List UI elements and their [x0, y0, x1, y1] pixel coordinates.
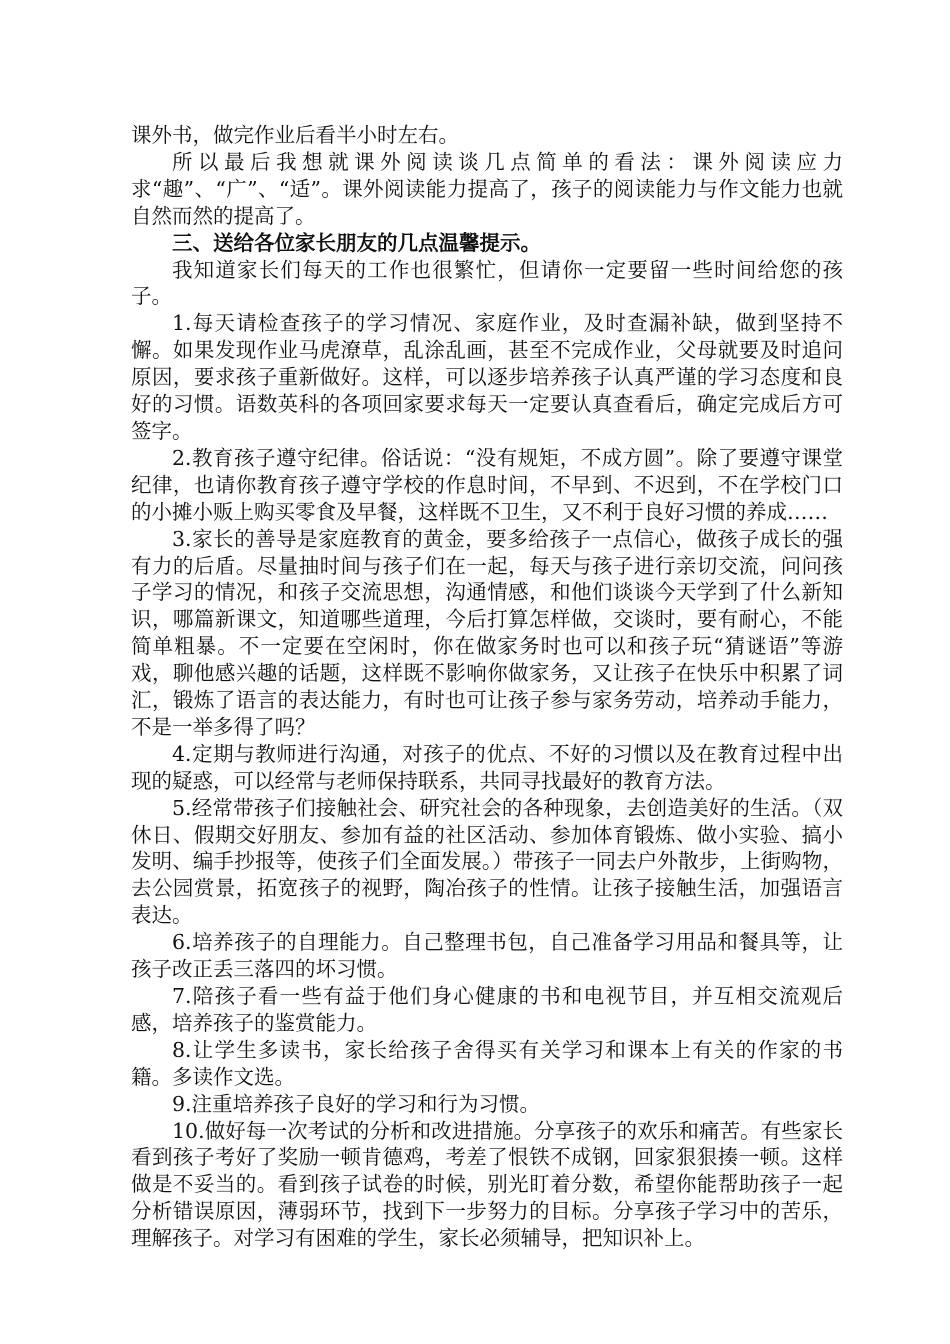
- tip-item-4: 4.定期与教师进行沟通，对孩子的优点、不好的习惯以及在教育过程中出现的疑惑，可以经常与老师保持联系，共同寻找最好的教育方法。: [131, 741, 843, 793]
- tip-item-7: 7.陪孩子看一些有益于他们身心健康的书和电视节目，并互相交流观后感，培养孩子的鉴赏能力。: [131, 984, 843, 1035]
- paragraph-intro: 我知道家长们每天的工作也很繁忙，但请你一定要留一些时间给您的孩子。: [131, 257, 843, 309]
- tip-item-6: 6.培养孩子的自理能力。自己整理书包，自己准备学习用品和餐具等，让孩子改正丢三落四的坏习惯。: [131, 930, 843, 982]
- tip-item-1: 1.每天请检查孩子的学习情况、家庭作业，及时查漏补缺，做到坚持不懈。如果发现作业马虎潦草，乱涂乱画，甚至不完成作业，父母就要及时追问原因，要求孩子重新做好。这样，可以逐步培养孩子认真严谨的学习态度和良好的习惯。语数英科的各项回家要求每天一定要认真查看后，确定完成后方可签字。: [131, 311, 843, 443]
- tip-item-9: 9.注重培养孩子良好的学习和行为习惯。: [172, 1091, 541, 1116]
- tip-item-3: 3.家长的善导是家庭教育的黄金，要多给孩子一点信心，做孩子成长的强有力的后盾。尽量抽时间与孩子们在一起，每天与孩子进行亲切交流，问问孩子学习的情况，和孩子交流思想，沟通情感，和他们谈谈今天学到了什么新知识，哪篇新课文，知道哪些道理，今后打算怎样做，交谈时，要有耐心，不能简单粗暴。不一定要在空闲时，你在做家务时也可以和孩子玩“猜谜语”等游戏，聊他感兴趣的话题，这样既不影响你做家务，又让孩子在快乐中积累了词汇，锻炼了语言的表达能力，有时也可让孩子参与家务劳动，培养动手能力，不是一举多得了吗？: [131, 526, 843, 739]
- section-heading: 三、送给各位家长朋友的几点温馨提示。: [172, 230, 541, 255]
- tip-item-10: 10.做好每一次考试的分析和改进措施。分享孩子的欢乐和痛苦。有些家长看到孩子考好了奖励一顿肯德鸡，考差了恨铁不成钢，回家狠狠揍一顿。这样做是不妥当的。看到孩子试卷的时候，别光盯着分数，希望你能帮助孩子一起分析错误原因，薄弱环节，找到下一步努力的目标。分享孩子学习中的苦乐，理解孩子。对学习有困难的学生，家长必须辅导，把知识补上。: [131, 1118, 843, 1251]
- tip-item-2: 2.教育孩子遵守纪律。俗话说：“没有规矩，不成方圆”。除了要遵守课堂纪律，也请你教育孩子遵守学校的作息时间，不早到、不迟到，不在学校门口的小摊小贩上购买零食及早餐，这样既不卫生，又不利于良好习惯的养成……: [131, 445, 843, 524]
- paragraph-continuation: 课外书，做完作业后看半小时左右。: [131, 123, 459, 147]
- tip-item-8: 8.让学生多读书，家长给孩子舍得买有关学习和课本上有关的作家的书籍。多读作文选。: [131, 1037, 843, 1089]
- document-page: [131, 122, 843, 1252]
- tip-item-5: 5.经常带孩子们接触社会、研究社会的各种现象，去创造美好的生活。（双休日、假期交好朋友、参加有益的社区活动、参加体育锻炼、做小实验、搞小发明、编手抄报等，使孩子们全面发展。）带孩子一同去户外散步，上街购物，去公园赏景，拓宽孩子的视野，陶冶孩子的性情。让孩子接触生活，加强语言表达。: [131, 795, 843, 928]
- paragraph-reading-advice: 所以最后我想就课外阅读谈几点简单的看法：课外阅读应力求“趣”、“广”、“适”。课外阅读能力提高了，孩子的阅读能力与作文能力也就自然而然的提高了。: [131, 149, 843, 228]
